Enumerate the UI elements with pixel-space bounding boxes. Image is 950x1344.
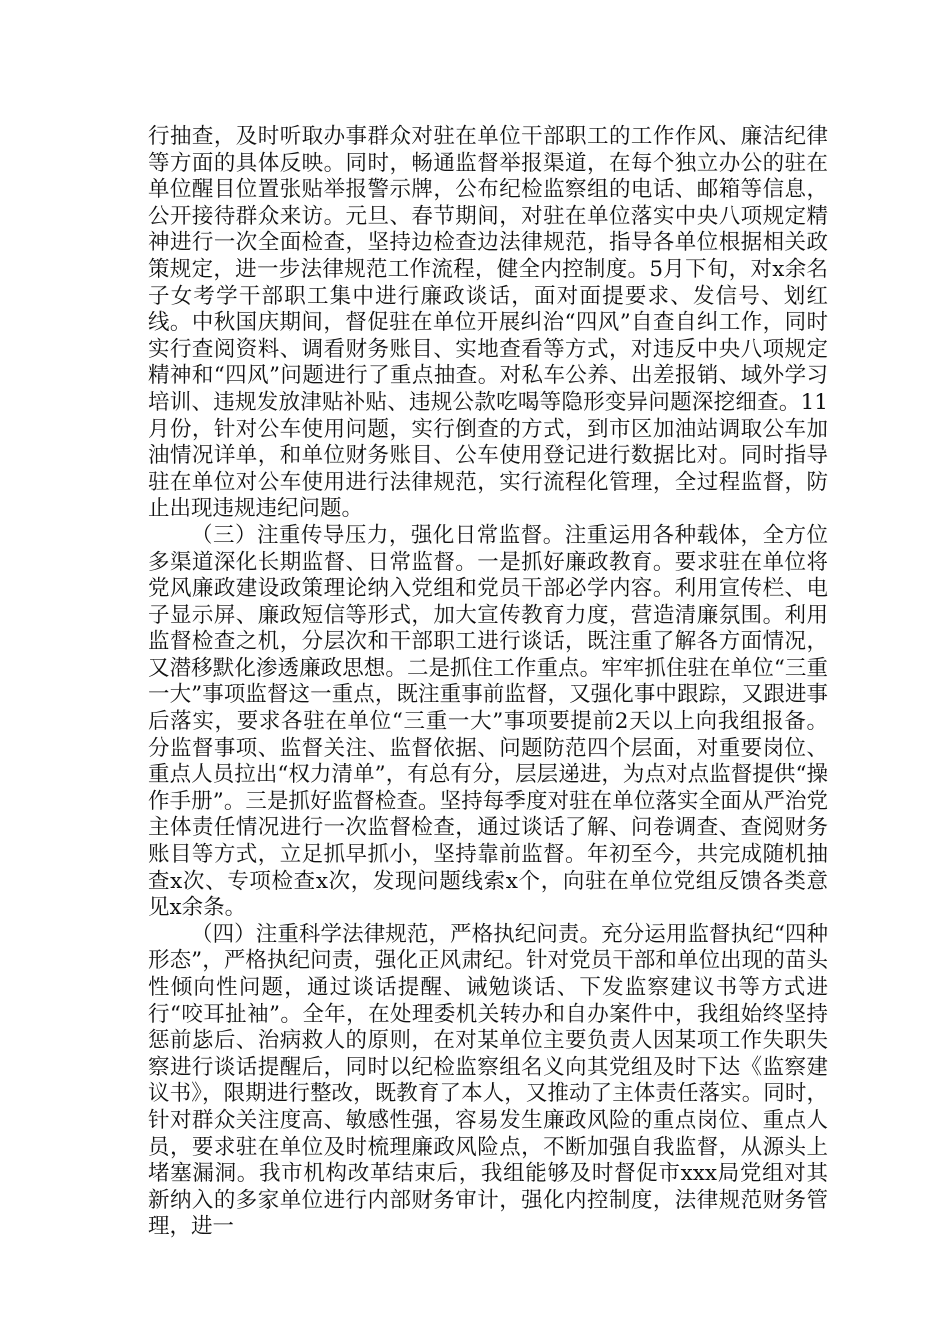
paragraph-continuation: 行抽查，及时听取办事群众对驻在单位干部职工的工作作风、廉洁纪律等方面的具体反映。同时，畅通监督举报渠道，在每个独立办公的驻在单位醒目位置张贴举报警示牌，公布纪检监察组的电话、邮箱等信息，公开接待群众来访。元旦、春节期间，对驻在单位落实中央八项规定精神进行一次全面检查，坚持边检查边法律规范，指导各单位根据相关政策规定，进一步法律规范工作流程，健全内控制度。5月下旬，对x余名子女考学干部职工集中进行廉政谈话，面对面提要求、发信号、划红线。中秋国庆期间，督促驻在单位开展纠治“四风”自查自纠工作，同时实行查阅资料、调看财务账目、实地查看等方式，对违反中央八项规定精神和“四风”问题进行了重点抽查。对私车公养、出差报销、域外学习培训、违规发放津贴补贴、违规公款吃喝等隐形变异问题深挖细查。11月份，针对公车使用问题，实行倒查的方式，到市区加油站调取公车加油情况详单，和单位财务账目、公车使用登记进行数据比对。同时指导驻在单位对公车使用进行法律规范，实行流程化管理，全过程监督，防止出现违规违纪问题。	[148, 124, 828, 522]
paragraph-section-four: （四）注重科学法律规范，严格执纪问责。充分运用监督执纪“四种形态”，严格执纪问责，强化正风肃纪。针对党员干部和单位出现的苗头性倾向性问题，通过谈话提醒、诫勉谈话、下发监察建议书等方式进行“咬耳扯袖”。全年，在处理委机关转办和自办案件中，我组始终坚持惩前毖后、治病救人的原则，在对某单位主要负责人因某项工作失职失察进行谈话提醒后，同时以纪检监察组名义向其党组及时下达《监察建议书》，限期进行整改，既教育了本人，又推动了主体责任落实。同时，针对群众关注度高、敏感性强，容易发生廉政风险的重点岗位、重点人员，要求驻在单位及时梳理廉政风险点，不断加强自我监督，从源头上堵塞漏洞。我市机构改革结束后，我组能够及时督促市xxx局党组对其新纳入的多家单位进行内部财务审计，强化内控制度，法律规范财务管理，进一	[148, 921, 828, 1240]
document-body	[148, 124, 828, 1241]
paragraph-section-three: （三）注重传导压力，强化日常监督。注重运用各种载体，全方位多渠道深化长期监督、日常监督。一是抓好廉政教育。要求驻在单位将党风廉政建设政策理论纳入党组和党员干部必学内容。利用宣传栏、电子显示屏、廉政短信等形式，加大宣传教育力度，营造清廉氛围。利用监督检查之机，分层次和干部职工进行谈话，既注重了解各方面情况，又潜移默化渗透廉政思想。二是抓住工作重点。牢牢抓住驻在单位“三重一大”事项监督这一重点，既注重事前监督，又强化事中跟踪，又跟进事后落实，要求各驻在单位“三重一大”事项要提前2天以上向我组报备。分监督事项、监督关注、监督依据、问题防范四个层面，对重要岗位、重点人员拉出“权力清单”，有总有分，层层递进，为点对点监督提供“操作手册”。三是抓好监督检查。坚持每季度对驻在单位落实全面从严治党主体责任情况进行一次监督检查，通过谈话了解、问卷调查、查阅财务账目等方式，立足抓早抓小，坚持靠前监督。年初至今，共完成随机抽查x次、专项检查x次，发现问题线索x个，向驻在单位党组反馈各类意见x余条。	[148, 522, 828, 921]
